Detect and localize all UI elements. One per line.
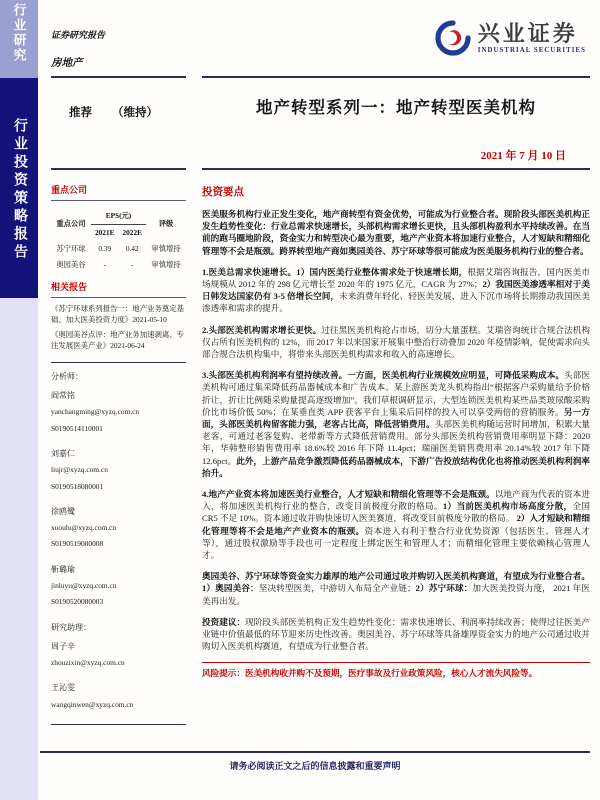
brand-name-en: INDUSTRIAL SECURITIES bbox=[477, 46, 586, 54]
related-reports-list bbox=[51, 303, 186, 352]
header-left bbox=[51, 0, 186, 78]
analyst-block bbox=[51, 506, 186, 550]
analyst-email[interactable]: xuoulu@xyzq.com.cn bbox=[51, 523, 117, 533]
text-run: 奥园美谷、苏宁环球等资金实力雄厚的地产公司通过收并购切入医美机构赛道，有望成为行业整合者。1）奥园美谷： bbox=[202, 571, 590, 594]
analyst-code: S0190518080001 bbox=[51, 481, 104, 491]
risk-note: 风险提示：医美机构收并购不及预期，医疗事故及行业政策风险，核心人才流失风险等。 bbox=[202, 662, 590, 679]
text-run: 未来消费年轻化、轻医美发展、进入下沉市场将长期推动我国医美渗透率和需求的提升。 bbox=[202, 291, 590, 314]
table-col-rating: 评级 bbox=[158, 219, 174, 229]
text-run: 4.地产产业资本将加速医美行业整合，人才短缺和精细化管理等不会是瓶颈。 bbox=[202, 489, 495, 500]
industry-label: 房地产 bbox=[51, 58, 83, 69]
side-banner-strategy-report bbox=[0, 78, 38, 298]
text-run: 1）当前医美机构市场高度分散， bbox=[442, 501, 573, 512]
analyst-name: 刘嘉仁 bbox=[51, 448, 75, 458]
rating-label: 推荐 bbox=[69, 107, 92, 119]
content-area bbox=[38, 0, 600, 800]
text-run: 2.头部医美机构需求增长更快。 bbox=[202, 324, 322, 335]
text-run: 投资建议： bbox=[202, 616, 246, 627]
table-row bbox=[51, 241, 186, 257]
text-run: 另一方面，头部医美机构留客能力强，老客占比高，降低营销费用。 bbox=[202, 406, 590, 430]
assistant-email[interactable]: zhouzixin@xyzq.com.cn bbox=[51, 658, 125, 668]
text-run: 坚决转型医美，中游切入布局全产业链； bbox=[258, 583, 416, 594]
analyst-email[interactable]: liujr@xyzq.com.cn bbox=[51, 465, 108, 475]
left-column-divider bbox=[51, 362, 186, 363]
page-title: 地产转型系列一：地产转型医美机构 bbox=[256, 98, 536, 117]
brand-name-cn: 兴业证券 bbox=[477, 20, 578, 46]
eps-table bbox=[51, 208, 186, 274]
report-item-date: 2021-05-10 bbox=[132, 315, 167, 325]
cell-eps2: 0.42 bbox=[125, 244, 139, 253]
report-item-title: 《奥园美谷点评：地产业务加速剥离、专注发展医美产业》 bbox=[51, 329, 185, 351]
side-banner-bottom-label: 行业投资策略报告 bbox=[12, 118, 27, 262]
summary-paragraph bbox=[202, 208, 590, 257]
analyst-code: S0190519080008 bbox=[51, 539, 104, 549]
key-companies-heading: 重点公司 bbox=[51, 184, 186, 201]
text-run: 加大医美投资力度， 2021 年医美再出发。 bbox=[202, 583, 590, 606]
brand-logo-icon bbox=[435, 20, 471, 56]
table-col-eps: EPS(元) bbox=[91, 208, 146, 225]
text-run: 资本进入有利于整合行业优势资源（包括医生、管理人才等），通过股权激励等手段也可一定程度上绑定医生和管理人才；而精细化管理主要依赖核心管理人才。 bbox=[202, 525, 590, 561]
text-run: 过往黑医美机构抢占市场，切分大量蛋糕。艾瑞咨询统计合规合法机构仅占所有医美机构的 12%，而 2017 年以来国家开展集中整治行动叠加 2020 年疫情影响，促使需求向头部合规合法机构集中，将带来头部医美机构需求和收入的高速增长。 bbox=[202, 324, 590, 360]
cell-company: 奥园美谷 bbox=[56, 260, 86, 270]
analyst-code: S0190514110001 bbox=[51, 423, 103, 433]
text-run: 以地产商为代表的资本进入，将加速医美机构行业的整合，改变目前极度分散的格局。 bbox=[202, 489, 590, 512]
side-banner bbox=[0, 0, 38, 800]
text-run: 2）苏宁环球： bbox=[415, 583, 473, 594]
left-column bbox=[51, 170, 186, 800]
point-3-paragraph bbox=[202, 369, 590, 479]
side-banner-spacer bbox=[0, 298, 38, 800]
assistant-block bbox=[51, 641, 186, 669]
point-1-paragraph bbox=[202, 266, 590, 315]
table-row bbox=[51, 257, 186, 273]
text-run: 2）人才短缺和精细化管理等将不会是地产产业资本的瓶颈。 bbox=[202, 513, 590, 536]
assistants-label: 研究助理： bbox=[51, 622, 91, 632]
cell-eps1: - bbox=[103, 260, 106, 270]
side-banner-industry-research bbox=[0, 0, 38, 78]
assistant-name: 王沁雯 bbox=[51, 683, 75, 693]
investment-highlights-heading: 投资要点 bbox=[202, 187, 244, 198]
rating-block bbox=[51, 78, 186, 140]
cell-rating: 审慎增持 bbox=[151, 244, 181, 253]
point-4-paragraph bbox=[202, 488, 590, 561]
assistant-block bbox=[51, 682, 186, 710]
cell-eps1: 0.39 bbox=[98, 244, 112, 253]
cell-eps2: - bbox=[131, 260, 134, 270]
brand-text bbox=[477, 20, 586, 54]
analyst-block bbox=[51, 390, 186, 434]
assistant-email[interactable]: wangqinwen@xyzq.com.cn bbox=[51, 699, 134, 709]
point-2-paragraph bbox=[202, 324, 590, 361]
text-run: 医美服务机构行业正发生变化，地产商转型有资金优势，可能成为行业整合者。现阶段头部医美机构正发生趋势性变化：行业总需求快速增长，头部机构需求增长更快，且头部机构盈利水平持续改善。在当前的跑马圈地阶段，资金实力和转型决心最为重要，地产产业资本将加速行业整合，人才短缺和精细化管理等不会是瓶颈。跨界转型地产商如奥园美谷、苏宁环球等很可能成为医美服务机构行业的整合者。 bbox=[202, 209, 590, 256]
analyst-name: 阎常铭 bbox=[51, 391, 75, 401]
text-run: 2）我国医美渗透率相对于美日韩发达国家仍有 3-5 倍增长空间， bbox=[202, 279, 590, 302]
analysts-label: 分析师： bbox=[51, 371, 83, 381]
report-type-label: 证券研究报告 bbox=[51, 30, 106, 40]
table-subcol-2022e: 2022E bbox=[122, 227, 142, 237]
text-run: 根据艾瑞咨询报告，国内医美市场规模从 2012 年的 298 亿元增长至 2020 年的 1975 亿元，CAGR 为 27%； bbox=[202, 266, 590, 290]
assistant-name: 周子辛 bbox=[51, 641, 75, 651]
side-banner-top-label: 行业研究 bbox=[11, 3, 27, 63]
footer-disclaimer: 请务必阅读正文之后的信息披露和重要声明 bbox=[40, 751, 590, 772]
text-run: 头部医美机构随运营时间增加，积累大量老客，可通过老客复购、老带新等方式降低营销费用。部分头部医美机构营销费用率明显下降：2020 年，华韩整形销售费用率 18.6%较 2016 年下降 11.4pct；瑞丽医美销售费用率 20.14%较 2017 年下降 12.6pct。 bbox=[202, 419, 590, 466]
analyst-name: 徐鸥鹭 bbox=[51, 506, 75, 516]
cell-company: 苏宁环球 bbox=[56, 244, 86, 253]
text-run: 现阶段头部医美机构正发生趋势性变化：需求快速增长、利润率持续改善；使得过往医美产业链中价值最低的环节迎来历史性改善。奥园美谷、苏宁环球等具备雄厚资金实力的地产公司通过收并购切入医美机构赛道，有望成为行业整合者。 bbox=[202, 616, 590, 652]
text-run: 1.医美总需求快速增长。1）国内医美行业整体需求处于快速增长期， bbox=[202, 266, 468, 277]
related-reports-heading: 相关报告 bbox=[51, 281, 186, 298]
report-item-title: 《苏宁环球系列报告一：地产业务奠定基础、加大医美投资力度》 bbox=[51, 304, 185, 325]
text-run: 全国 CR5 不足 10%。资本通过收并购快速切入医美赛道，将改变目前极度分散的格局。 bbox=[202, 501, 590, 524]
analyst-email[interactable]: yanchangming@xyzq.com.cn bbox=[51, 407, 140, 417]
analyst-code: S0190520080003 bbox=[51, 597, 104, 607]
brand-logo bbox=[435, 20, 586, 56]
text-run: 头部医美机构可通过集采降低药品器械成本和广告成本。某上游医美龙头机构指出“根据客户采购量给予价格折让，折让比例随采购量提高逐级增加”。我们草根调研显示，大型连锁医美机构某些品类玻尿酸采购价比市场价低 50%；在某垂直类 APP 获客平台上集采后同样的投入可以享受两倍的营销服务。 bbox=[202, 370, 590, 417]
table-subcol-2021e: 2021E bbox=[94, 227, 115, 237]
table-col-company: 重点公司 bbox=[56, 219, 86, 229]
analyst-block bbox=[51, 448, 186, 492]
header-right bbox=[202, 0, 590, 78]
report-item bbox=[51, 303, 186, 326]
analyst-block bbox=[51, 564, 186, 608]
analyst-email[interactable]: jinluyu@xyzq.com.cn bbox=[51, 580, 117, 590]
main-column bbox=[202, 170, 590, 800]
cell-rating: 审慎增持 bbox=[151, 260, 181, 270]
report-date: 2021 年 7 月 10 日 bbox=[202, 140, 590, 170]
report-item bbox=[51, 329, 186, 352]
text-run: 此外，上游产品竞争激烈降低药品器械成本，下游广告投放结构优化也将推动医美机构利润率抬升。 bbox=[202, 455, 590, 478]
date-row-left-rule bbox=[51, 140, 186, 170]
integrators-paragraph bbox=[202, 570, 590, 607]
advice-paragraph bbox=[202, 616, 590, 653]
text-run: 3.头部医美机构利润率有望持续改善。一方面，医美机构行业规模效应明显，可降低采购成本。 bbox=[202, 370, 565, 381]
report-item-date: 2021-06-24 bbox=[110, 341, 145, 351]
analyst-name: 靳璐瑜 bbox=[51, 564, 75, 574]
left-column-end-rule bbox=[51, 724, 186, 725]
rating-status: （维持） bbox=[112, 107, 158, 119]
